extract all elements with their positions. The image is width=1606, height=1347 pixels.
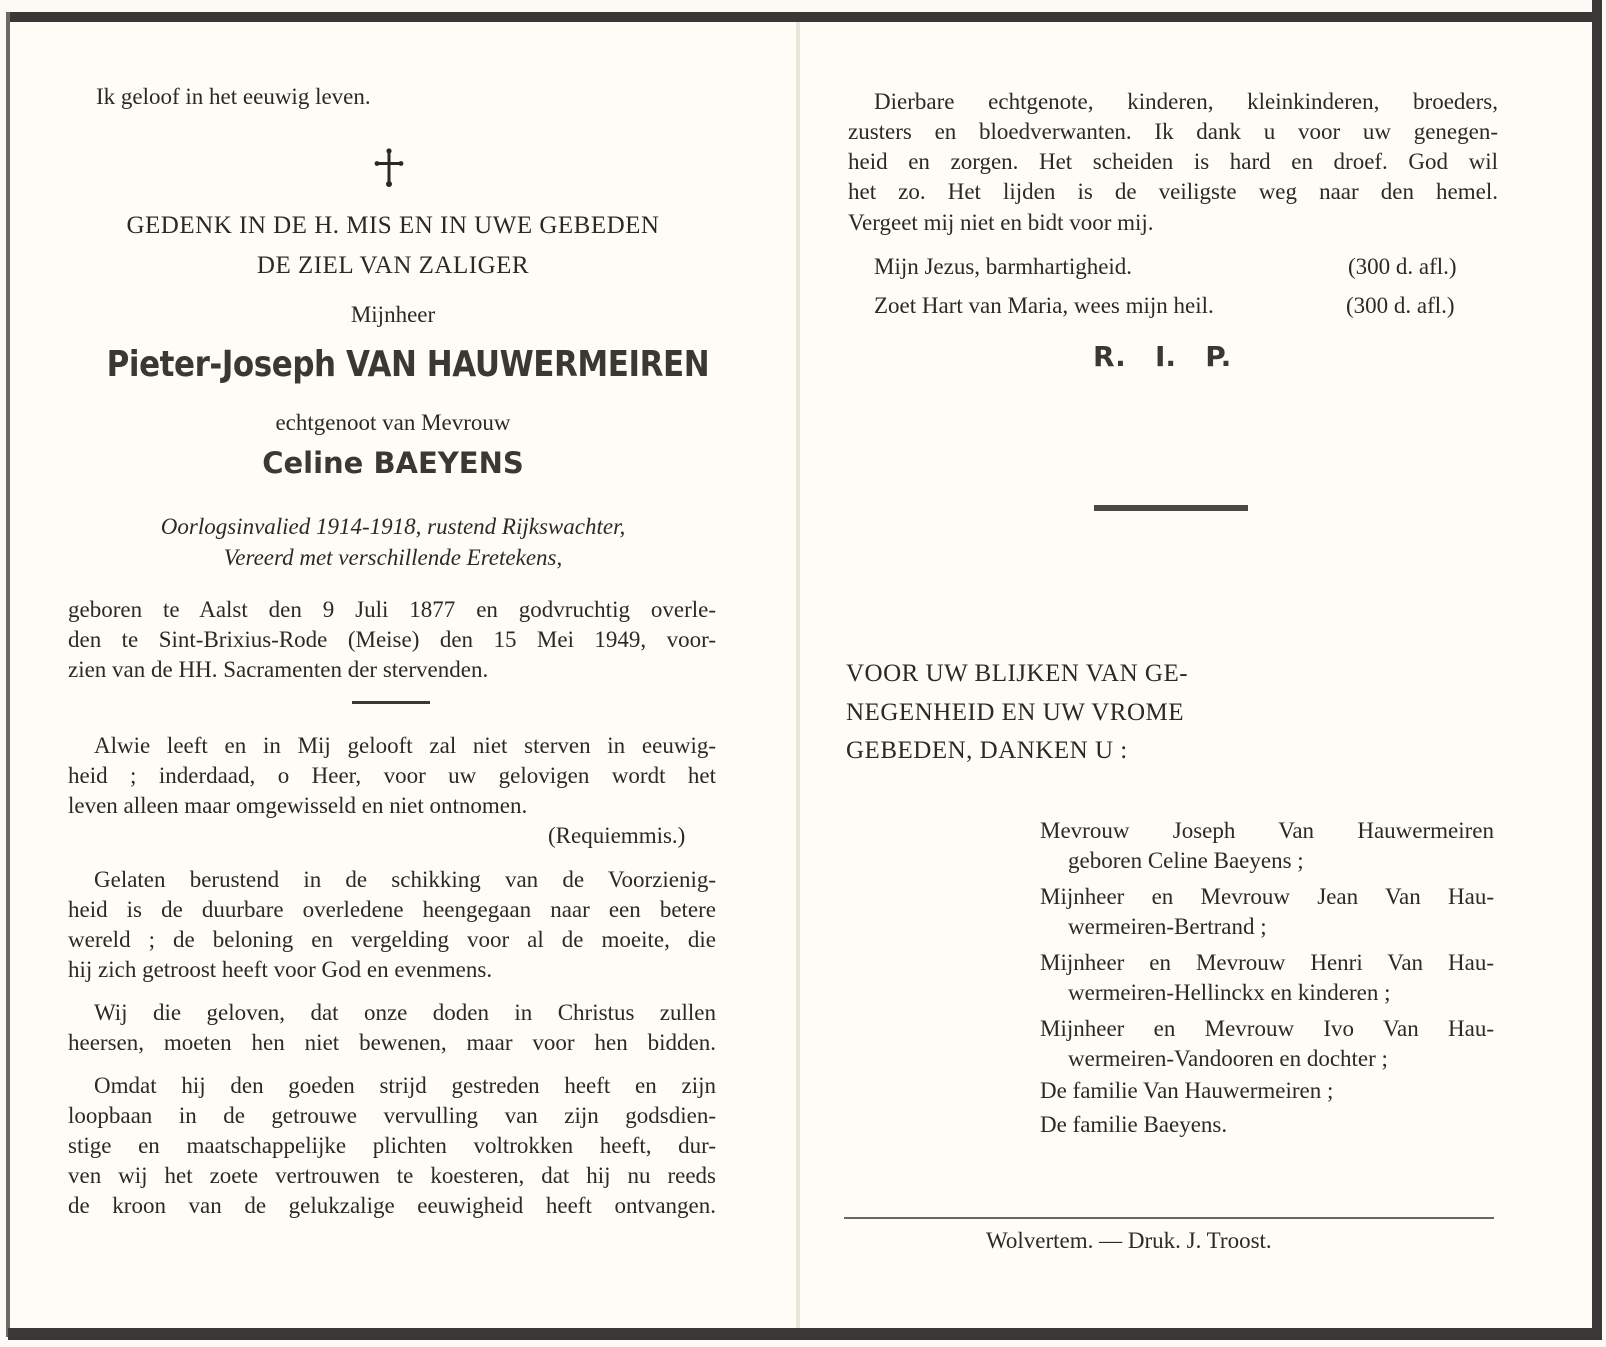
farewell-line: zusters en bloedverwanten. Ik dank u voor uw genegen- (848, 119, 1498, 144)
quote-line: leven alleen maar omgewisseld en niet ontnomen. (68, 793, 528, 818)
paragraph-line: Omdat hij den goeden strijd gestreden heeft en zijn (94, 1073, 716, 1098)
mourner-line: wermeiren-Hellinckx en kinderen ; (1068, 980, 1391, 1005)
paragraph-line: heid is de duurbare overledene heengegaan naar een betere (68, 897, 716, 922)
biography-line: zien van de HH. Sacramenten der stervenden. (68, 657, 489, 682)
paragraph-line: ven wij het zoete vertrouwen te koesteren, dat hij nu reeds (68, 1163, 716, 1188)
card-border-right (1592, 0, 1602, 1340)
prayer-indulgence: (300 d. afl.) (1348, 254, 1457, 279)
paragraph-line: wereld ; de beloning en vergelding voor al de moeite, die (68, 927, 716, 952)
farewell-line: Vergeet mij niet en bidt voor mij. (848, 210, 1154, 235)
divider (352, 701, 430, 704)
quote-line: Alwie leeft en in Mij gelooft zal niet sterven in eeuwig- (94, 733, 716, 758)
heading-line-1: GEDENK IN DE H. MIS EN IN UWE GEBEDEN (126, 212, 660, 239)
mourner-line: De familie Van Hauwermeiren ; (1040, 1078, 1334, 1103)
card-border-bottom (8, 1328, 1598, 1340)
paragraph-line: Wij die geloven, dat onze doden in Christus zullen (94, 1000, 716, 1025)
ornamental-cross-icon (374, 148, 404, 188)
mourner-line: geboren Celine Baeyens ; (1068, 848, 1304, 873)
mourner-line: Mijnheer en Mevrouw Ivo Van Hau- (1040, 1016, 1494, 1041)
card-border-top (8, 12, 1598, 22)
mourner-line: Mevrouw Joseph Van Hauwermeiren (1040, 818, 1494, 843)
epigraph: Ik geloof in het eeuwig leven. (96, 84, 371, 109)
thanks-line: VOOR UW BLIJKEN VAN GE- (846, 660, 1189, 687)
biography-line: geboren te Aalst den 9 Juli 1877 en godvruchtig overle- (68, 597, 716, 622)
honorific: Mijnheer (350, 302, 436, 327)
mourner-line: De familie Baeyens. (1040, 1112, 1228, 1137)
paragraph-line: heersen, moeten hen niet bewenen, maar voor hen bidden. (68, 1030, 716, 1055)
thanks-line: NEGENHEID EN UW VROME (846, 699, 1185, 726)
paragraph-line: loopbaan in de getrouwe vervulling van zijn godsdien- (68, 1103, 716, 1128)
prayer-indulgence: (300 d. afl.) (1346, 293, 1455, 318)
mourner-line: wermeiren-Vandooren en dochter ; (1068, 1046, 1388, 1071)
prayer-text: Zoet Hart van Maria, wees mijn heil. (874, 293, 1214, 318)
quote-line: heid ; inderdaad, o Heer, voor uw gelovigen wordt het (68, 763, 716, 788)
paragraph-line: de kroon van de gelukzalige eeuwigheid heeft ontvangen. (68, 1193, 716, 1218)
prayer-text: Mijn Jezus, barmhartigheid. (874, 254, 1133, 279)
mourner-line: Mijnheer en Mevrouw Henri Van Hau- (1040, 950, 1494, 975)
farewell-line: Dierbare echtgenote, kinderen, kleinkinderen, broeders, (874, 89, 1498, 114)
mourner-line: wermeiren-Bertrand ; (1068, 914, 1267, 939)
titles-line-2: Vereerd met verschillende Eretekens, (223, 545, 563, 570)
heading-line-2: DE ZIEL VAN ZALIGER (256, 252, 530, 279)
quote-source: (Requiemmis.) (548, 823, 686, 848)
spouse-intro: echtgenoot van Mevrouw (275, 410, 511, 435)
footer-rule (844, 1217, 1494, 1219)
mourner-line: Mijnheer en Mevrouw Jean Van Hau- (1040, 884, 1494, 909)
divider (1094, 505, 1248, 511)
farewell-line: heid en zorgen. Het scheiden is hard en droef. God wil (848, 149, 1498, 174)
farewell-line: het zo. Het lijden is de veiligste weg naar den hemel. (848, 179, 1498, 204)
biography-line: den te Sint-Brixius-Rode (Meise) den 15 Mei 1949, voor- (68, 627, 716, 652)
paragraph-line: stige en maatschappelijke plichten voltrokken heeft, dur- (68, 1133, 716, 1158)
spouse-name: Celine BAEYENS (262, 446, 524, 480)
paragraph-line: hij zich getroost heeft voor God en evenmens. (68, 957, 493, 982)
deceased-name: Pieter-Joseph VAN HAUWERMEIREN (106, 344, 710, 385)
thanks-line: GEBEDEN, DANKEN U : (846, 737, 1128, 764)
paragraph-line: Gelaten berustend in de schikking van de Voorzienig- (94, 867, 716, 892)
titles-line-1: Oorlogsinvalied 1914-1918, rustend Rijkswachter, (160, 514, 626, 539)
printer-credit: Wolvertem. — Druk. J. Troost. (986, 1228, 1272, 1253)
rip: R. I. P. (1093, 340, 1232, 373)
